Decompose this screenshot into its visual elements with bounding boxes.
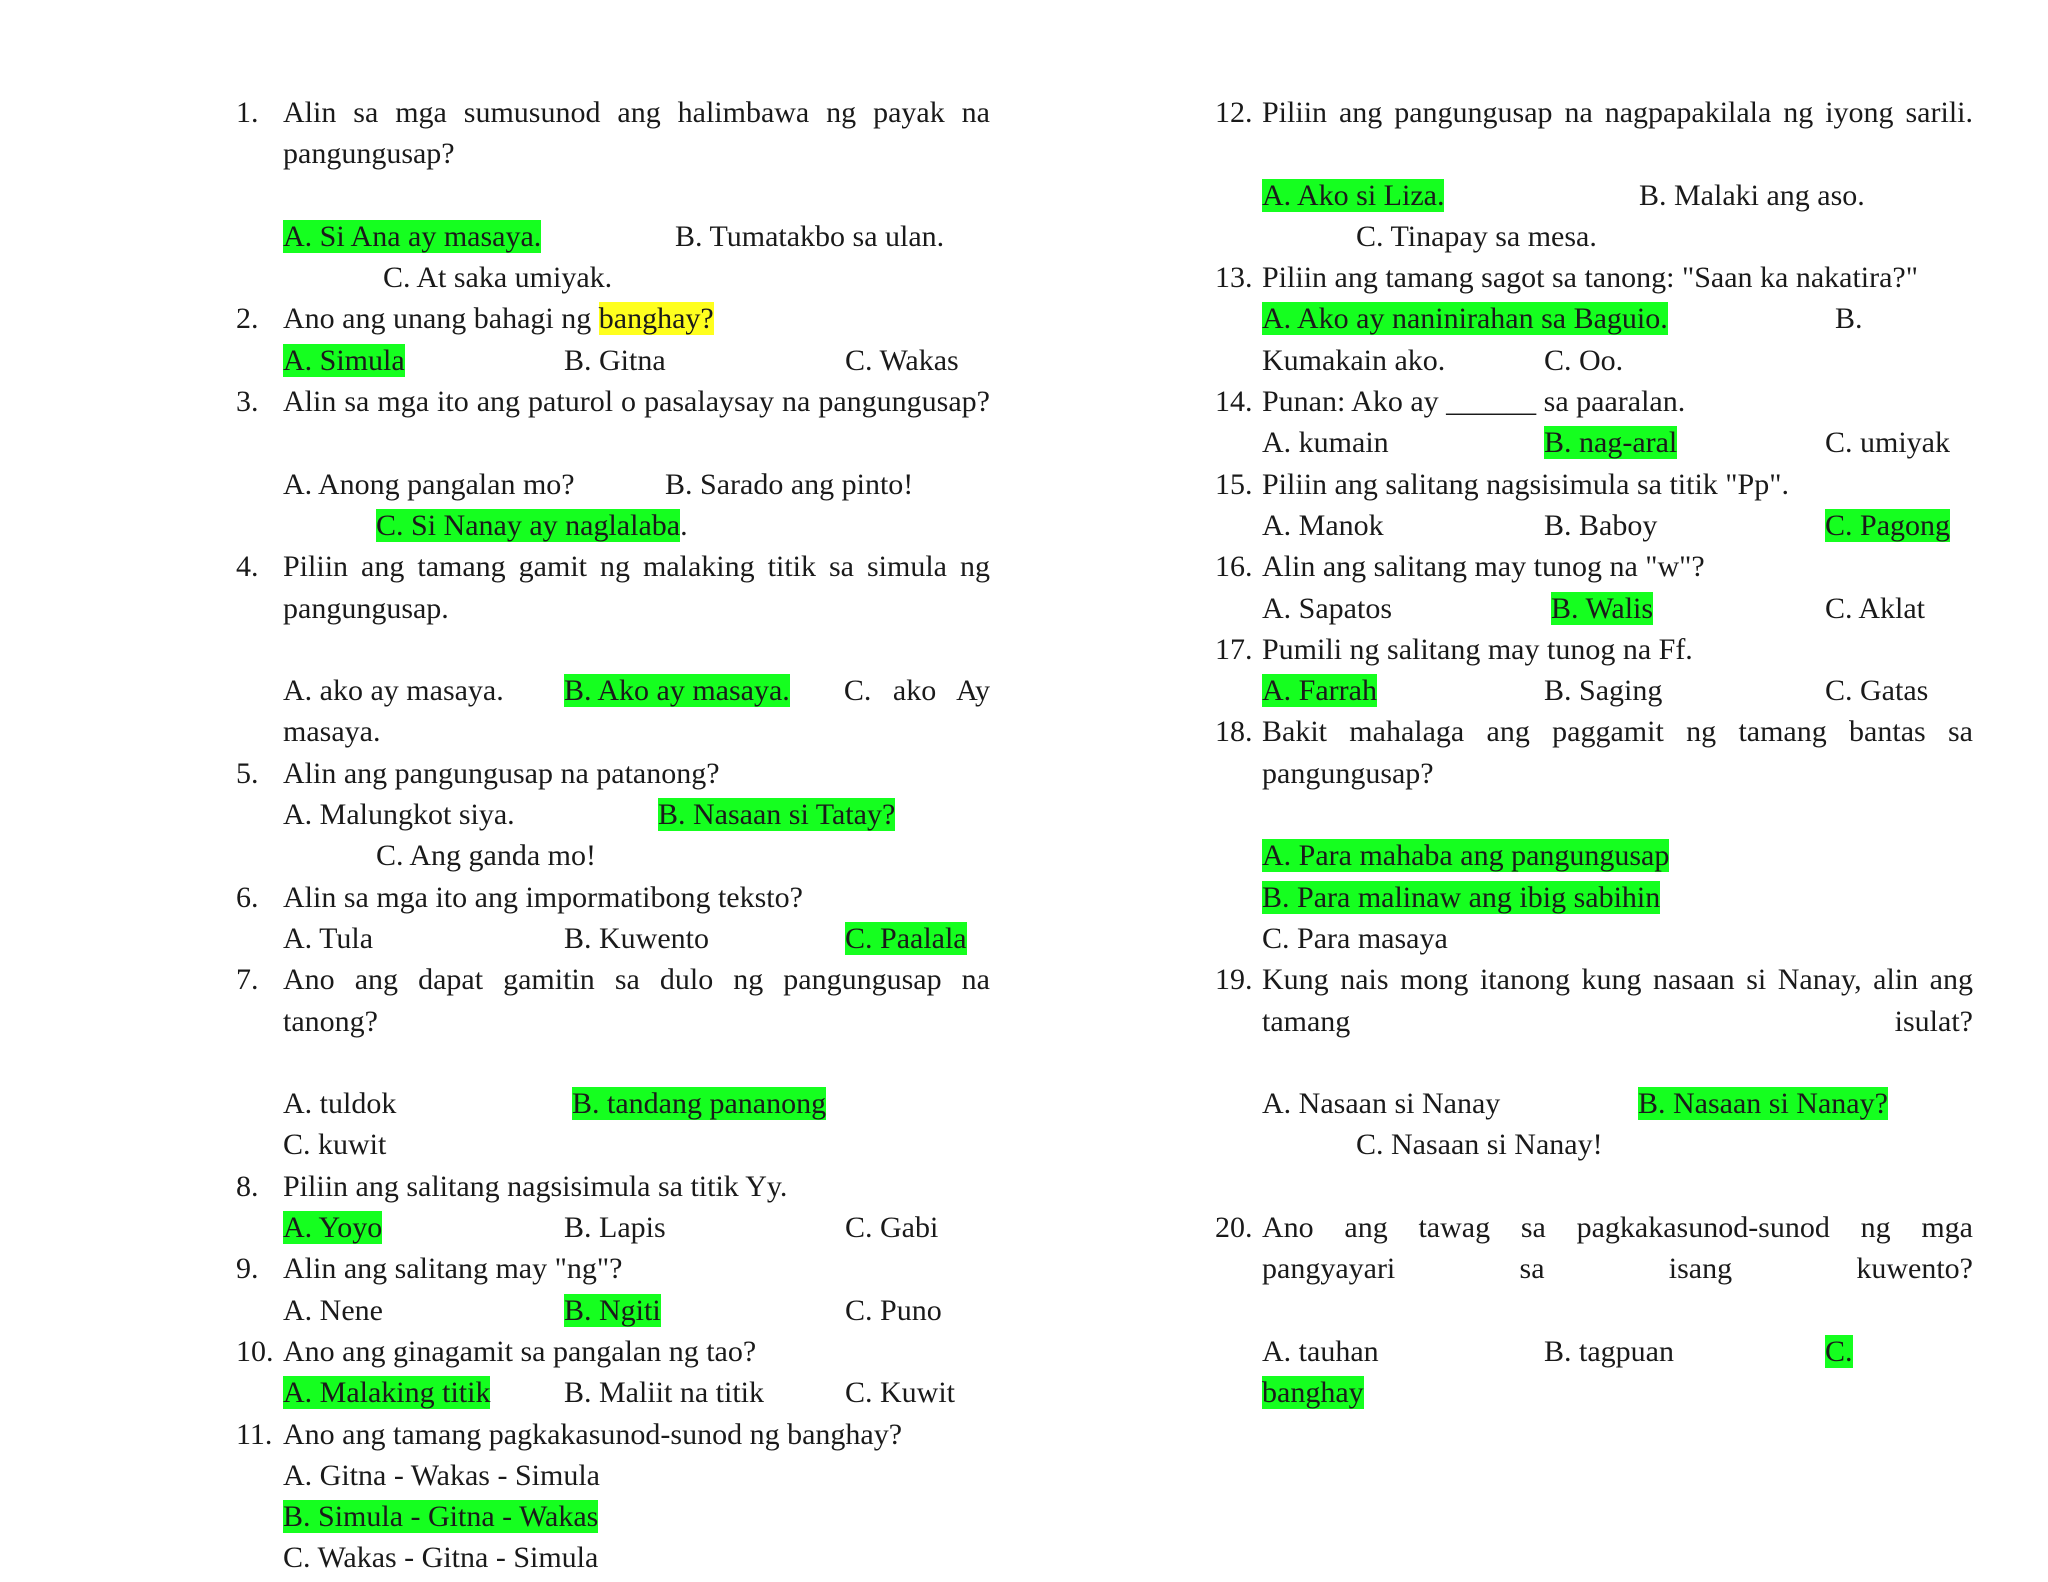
question-number: 14.: [1215, 385, 1253, 419]
option-c: C. ako Ay: [843, 674, 990, 708]
option-b-answer: B. Nasaan si Nanay?: [1638, 1087, 1888, 1121]
question-15: [1215, 464, 1973, 547]
option-a-answer: A. Para mahaba ang pangungusap: [1262, 839, 1670, 873]
option-a: A. Sapatos: [1262, 591, 1392, 625]
option-a-answer: A. Yoyo: [283, 1211, 383, 1245]
option-b: B. Baboy: [1544, 508, 1658, 542]
question-stem: Alin sa mga ito ang impormatibong teksto?: [283, 880, 803, 914]
question-number: 13.: [1215, 261, 1253, 295]
question-stem: Piliin ang salitang nagsisimula sa titik "Pp".: [1262, 467, 1789, 501]
question-stem: Ano ang ginagamit sa pangalan ng tao?: [283, 1334, 757, 1368]
question-number: 16.: [1215, 550, 1253, 584]
question-number: 5.: [236, 756, 259, 790]
option-a: A. Tula: [283, 921, 374, 955]
question-number: 1.: [236, 96, 259, 129]
option-a: A. Malungkot siya.: [283, 798, 515, 832]
question-stem: Bakit mahalaga ang paggamit ng tamang bantas sa pangungusap?: [1262, 715, 1973, 790]
question-stem: Ano ang tawag sa pagkakasunod-sunod ng mga pangyayari sa isang kuwento?: [1262, 1211, 1973, 1286]
option-c-continued: masaya.: [283, 715, 381, 749]
option-c: C. Aklat: [1825, 591, 1926, 625]
option-b-answer: B. Ako ay masaya.: [564, 674, 790, 708]
option-a: A. Nasaan si Nanay: [1262, 1087, 1501, 1121]
option-c: C. At saka umiyak.: [383, 261, 613, 295]
question-13: [1215, 257, 1973, 381]
question-stem: Alin ang pangungusap na patanong?: [283, 756, 720, 790]
question-stem: Punan: Ako ay ______ sa paaralan.: [1262, 385, 1686, 419]
option-b-answer: B. tandang pananong: [572, 1087, 827, 1121]
question-stem: Ano ang dapat gamitin sa dulo ng pangungusap na tanong?: [283, 963, 990, 1038]
option-a-answer: A. Malaking titik: [283, 1376, 491, 1410]
question-stem: Alin sa mga ito ang paturol o pasalaysay na pangungusap?: [283, 385, 990, 419]
question-number: 3.: [236, 385, 259, 419]
question-20: [1215, 1207, 1973, 1413]
option-a-answer: A. Farrah: [1262, 674, 1377, 708]
option-c: C. Wakas: [845, 343, 959, 377]
question-11: [236, 1414, 990, 1579]
option-b-answer: B. Walis: [1551, 591, 1654, 625]
option-c-period: .: [680, 508, 688, 542]
question-number: 20.: [1215, 1211, 1253, 1245]
option-c-answer: C. Paalala: [845, 921, 967, 955]
question-number: 17.: [1215, 632, 1253, 666]
question-stem: Piliin ang tamang gamit ng malaking titik sa simula ng pangungusap.: [283, 550, 990, 625]
question-stem: Piliin ang salitang nagsisimula sa titik Yy.: [283, 1169, 788, 1203]
option-b: B. Tumatakbo sa ulan.: [675, 219, 945, 253]
option-c: C. Wakas - Gitna - Simula: [283, 1541, 599, 1575]
option-b-answer: B. Nasaan si Tatay?: [658, 798, 896, 832]
option-b: B. Lapis: [564, 1211, 666, 1245]
question-3: [236, 381, 990, 546]
question-stem: Pumili ng salitang may tunog na Ff.: [1262, 632, 1693, 666]
question-7: [236, 959, 990, 1165]
question-1: [236, 92, 990, 298]
question-stem: Ano ang tamang pagkakasunod-sunod ng banghay?: [283, 1417, 903, 1451]
option-c: C. Puno: [845, 1293, 942, 1327]
question-number: 10.: [236, 1334, 274, 1368]
option-b-continued: Kumakain ako.: [1262, 343, 1446, 377]
question-2: [236, 298, 990, 381]
question-8: [236, 1166, 990, 1249]
option-a: A. Gitna - Wakas - Simula: [283, 1458, 600, 1492]
question-stem: Alin ang salitang may "ng"?: [283, 1252, 623, 1286]
option-a-answer: A. Simula: [283, 343, 405, 377]
option-a: A. kumain: [1262, 426, 1389, 460]
option-c: C. Oo.: [1544, 343, 1624, 377]
option-b-answer: B. Simula - Gitna - Wakas: [283, 1500, 599, 1534]
option-b: B.: [1835, 302, 1863, 336]
option-c-answer: C. Si Nanay ay naglalaba: [376, 508, 681, 542]
question-number: 18.: [1215, 715, 1253, 749]
question-number: 6.: [236, 880, 259, 914]
option-c: C. Tinapay sa mesa.: [1356, 219, 1597, 253]
option-c: C. Para masaya: [1262, 921, 1448, 955]
question-number: 19.: [1215, 963, 1253, 997]
question-6: [236, 877, 990, 960]
question-number: 9.: [236, 1252, 259, 1286]
option-c-answer: C. Pagong: [1825, 508, 1951, 542]
option-c-answer: C.: [1825, 1334, 1853, 1368]
option-b: B. tagpuan: [1544, 1334, 1674, 1368]
option-c: C. Kuwit: [845, 1376, 956, 1410]
question-9: [236, 1248, 990, 1331]
question-10: [236, 1331, 990, 1414]
left-column: [236, 92, 990, 1579]
question-5: [236, 753, 990, 877]
option-a: A. Manok: [1262, 508, 1384, 542]
option-c: C. Gatas: [1825, 674, 1929, 708]
option-b-answer: B. nag-aral: [1544, 426, 1678, 460]
option-a: A. tauhan: [1262, 1334, 1379, 1368]
question-14: [1215, 381, 1973, 464]
option-c: C. Ang ganda mo!: [376, 839, 596, 873]
option-b: B. Saging: [1544, 674, 1663, 708]
question-stem: Kung nais mong itanong kung nasaan si Nanay, alin ang tamang isulat?: [1262, 963, 1973, 1038]
option-a: A. tuldok: [283, 1087, 397, 1121]
option-b-answer: B. Para malinaw ang ibig sabihin: [1262, 880, 1661, 914]
option-a-answer: A. Si Ana ay masaya.: [283, 219, 542, 253]
question-number: 8.: [236, 1169, 259, 1203]
question-number: 15.: [1215, 467, 1253, 501]
option-b-answer: B. Ngiti: [564, 1293, 661, 1327]
question-number: 12.: [1215, 96, 1253, 129]
question-number: 4.: [236, 550, 259, 584]
option-a-answer: A. Ako si Liza.: [1262, 178, 1445, 212]
question-number: 11.: [236, 1417, 273, 1451]
option-a-answer: A. Ako ay naninirahan sa Baguio.: [1262, 302, 1668, 336]
question-19: [1215, 959, 1973, 1165]
option-c: C. kuwit: [283, 1128, 387, 1162]
question-17: [1215, 629, 1973, 712]
option-c: C. Nasaan si Nanay!: [1356, 1128, 1603, 1162]
question-number: 2.: [236, 302, 259, 336]
question-16: [1215, 546, 1973, 629]
spacer: [1215, 1166, 1973, 1207]
right-column: [1215, 92, 1973, 1414]
option-b: B. Maliit na titik: [564, 1376, 764, 1410]
question-stem: Piliin ang pangungusap na nagpapakilala ng iyong sarili.: [1262, 96, 1973, 129]
option-b: B. Gitna: [564, 343, 666, 377]
option-a: A. Anong pangalan mo?: [283, 467, 575, 501]
question-stem: Ano ang unang bahagi ng: [283, 302, 592, 336]
question-stem: Piliin ang tamang sagot sa tanong: "Saan ka nakatira?": [1262, 261, 1918, 295]
question-stem: Alin sa mga sumusunod ang halimbawa ng payak na pangungusap?: [283, 96, 990, 171]
question-number: 7.: [236, 963, 259, 997]
option-a: A. ako ay masaya.: [283, 674, 504, 708]
question-4: [236, 546, 990, 752]
question-12: [1215, 92, 1973, 257]
question-18: [1215, 711, 1973, 959]
option-c: C. Gabi: [845, 1211, 939, 1245]
option-b: B. Sarado ang pinto!: [665, 467, 914, 501]
option-b: B. Malaki ang aso.: [1639, 178, 1865, 212]
highlighted-keyword: banghay?: [598, 302, 714, 336]
question-stem: Alin ang salitang may tunog na "w"?: [1262, 550, 1705, 584]
option-b: B. Kuwento: [564, 921, 709, 955]
option-a: A. Nene: [283, 1293, 383, 1327]
option-c: C. umiyak: [1825, 426, 1950, 460]
option-c-answer-continued: banghay: [1262, 1376, 1364, 1410]
